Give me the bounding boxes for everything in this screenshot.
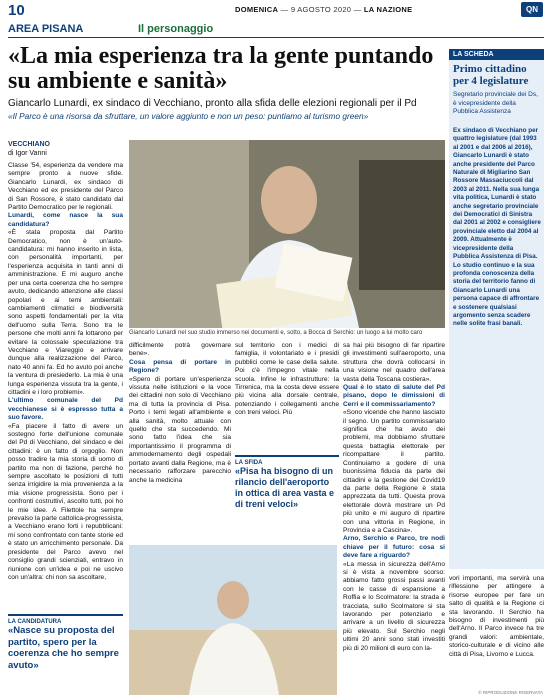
header-paper: LA NAZIONE bbox=[363, 5, 413, 14]
answer-paragraph: sul territorio con i medici di famiglia, il volontariato e i presidi pubblici come le case della salute. Poi c'è l'impegno vitale nella scuola. Infine le infrastrutture: la Tirrenica, ma la costa deve essere più vicina alla dorsale centrale, potenziando i collegamenti anche con treni veloci. Più bbox=[235, 342, 339, 417]
scheda-box bbox=[449, 49, 544, 569]
section-rubric: Il personaggio bbox=[138, 23, 214, 35]
answer-paragraph: «È stata proposta dal Partito Democratico, non è un'auto-candidatura: mi hanno inserito in lista, con personalità importanti, per l'esperienza acquisita in tanti anni di amministrazione. E mi auguro anche per una certa coerenza che ho sempre avuto, dedicando attenzione alle classi popolari e ai temi ambientali: cambiamenti climatici e biodiversità sono aspetti fondamentali per la vita dell'uomo sulla Terra. Sono tra le persone che molti anni fa lottarono per evitare la colossale speculazione tra Vecchiano e Viareggio e arrivare dunque alla realizzazione del Parco, nato 40 anni fa. Ed ho avuto poi anche la ventura di presiederlo. La mia è una lunga esperienza vissuta tra la gente, i cittadini e i loro problemi». bbox=[8, 229, 123, 396]
beach-photo bbox=[129, 545, 337, 695]
answer-paragraph: sa hai più bisogno di far ripartire gli investimenti sull'aeroporto, una struttura che dovrà collocarsi in una visione nel quadro dell'area vasta della Toscana costiera». bbox=[343, 342, 445, 383]
pull-quote-sfida bbox=[235, 455, 339, 510]
article-headline: «La mia esperienza tra la gente puntando su ambiente e sanità» bbox=[8, 43, 434, 94]
text-column-1 bbox=[8, 162, 123, 582]
scheda-title: Primo cittadino per 4 legislature bbox=[453, 63, 529, 87]
section-bar bbox=[8, 23, 544, 38]
pull-quote-text: «Pisa ha bisogno di un rilancio dell'aeroporto in ottica di area vasta e di treni veloci» bbox=[235, 466, 335, 509]
answer-paragraph: difficilmente potrà governare bene». bbox=[129, 342, 231, 358]
copyright-note: © RIPRODUZIONE RISERVATA bbox=[478, 690, 543, 695]
portrait-photo bbox=[129, 140, 445, 328]
article-subhead-quote: «Il Parco è una risorsa da sfruttare, un valore aggiunto e non un peso: puntiamo al turismo green» bbox=[8, 111, 369, 121]
photo-caption: Giancarlo Lunardi nel suo studio immerso nei documenti e, sotto, a Bocca di Serchio: un luogo a lui molto caro bbox=[129, 330, 423, 336]
answer-paragraph: «Sono vicende che hanno lasciato il segno. Un partito commissariato significa che ha avuto dei problemi, ma dobbiamo sfruttare questa battaglia elettorale per ricompattare il partito. Continuiamo a godere di una buonissima fiducia da parte dei cittadini e la gestione del Covid19 da parte della Regione è stata apprezzata da tutti. Questa prova elettorale dovrà mostrare un Pd più unito e mi auguro di ripartire con una vittoria in Regione, in Provincia e a Cascina». bbox=[343, 409, 445, 534]
qn-logo: QN bbox=[521, 2, 543, 17]
scheda-subtitle: Segretario provinciale dei Ds, è vicepresidente della Pubblica Assistenza bbox=[453, 91, 538, 115]
byline bbox=[8, 140, 123, 158]
text-column-3 bbox=[235, 342, 339, 418]
pull-quote-text: «Nasce su proposta del partito, spero per la coerenza che ho sempre avuto» bbox=[8, 625, 119, 671]
text-column-4 bbox=[343, 342, 445, 653]
byline-city: VECCHIANO bbox=[8, 141, 51, 148]
byline-author: di Igor Vanni bbox=[8, 150, 47, 157]
header-dateline: DOMENICA — 9 AGOSTO 2020 — LA NAZIONE bbox=[235, 5, 413, 14]
page-number: 10 bbox=[8, 2, 25, 19]
pull-quote-rule bbox=[8, 614, 123, 616]
question: Cosa pensa di portare in Regione? bbox=[129, 358, 231, 375]
answer-paragraph: «Fa piacere il fatto di avere un sostegno forte dell'unione comunale del Pd di Vecchiano, del sindaco e dei cittadini: è un fatto di orgoglio. Non posso tradire la mia storia di uomo di partito ma non di fazione, perché ho sempre ascoltato le posizioni di tutti senza irrigidire la mia provenienza a la mia visione progressista. Sono per i confronti costruttivi, ascolto tutti, poi ho le mie idee. A Filettole ha sempre prevalso la parte cattolica-progressista, a Vecchiano erano forti i repubblicani: mi sono confrontato con tante storie ed è stato un arricchimento personale. Da presidente del Parco avevo nel consiglio grandi scienziati, entravo in riunione con un'idea e poi ne uscivo con un'altra: chi non sa ascoltare, bbox=[8, 422, 123, 581]
answer-paragraph: «La messa in sicurezza dell'Arno si è vista a novembre scorso: abbiamo fatto grossi passi avanti con le casse di espansione a Roffia e lo Scolmatore: la strada è tracciata, sullo Scolmatore si sta lavorando per potenziarlo e arrivare a un livello di sicurezza più elevato. Sul Serchio negli ultimi 20 anni sono stati investiti più di 20 milioni di euro con la- bbox=[343, 560, 445, 652]
answer-paragraph: vori importanti, ma servirà una riflessione per attingere a risorse europee per fare un salto di qualità e la Regione ci sta lavorando. Il Serchio ha bisogno di investimenti più dell'Arno. Il Parco invece ha tre grandi valori: ambientale, storico-culturale e di vicino alle città di Pisa, Livorno e Lucca. bbox=[449, 575, 544, 658]
header-day: DOMENICA bbox=[235, 5, 279, 14]
portrait-illustration bbox=[129, 140, 445, 328]
pull-quote-label: LA SFIDA bbox=[235, 460, 263, 466]
text-column-5 bbox=[449, 575, 544, 659]
scheda-body: Ex sindaco di Vecchiano per quattro legislature (dal 1993 al 2001 e dal 2006 al 2016), Giancarlo Lunardi è stato anche presidente del Parco Naturale di Migliarino San Rossore Massaciuccoli dal 2003 al 2011. Nella sua lunga vita politica, Lunardi è stato anche segretario provinciale dei Democratici di Sinistra dal 2001 al 2002 e consigliere provinciale eletto dal 2004 al 2009. Attualmente è vicepresidente della Pubblica Assistenza di Pisa. Lo studio continuo e la sua profonda conoscenza della storia del territorio fanno di Giancarlo Lunardi una persona capace di affrontare e sostenere qualsiasi argomento senza scadere nelle solite frasi banali. bbox=[453, 127, 541, 328]
question: Lunardi, come nasce la sua candidatura? bbox=[8, 212, 123, 228]
answer-paragraph: «Spero di portare un'esperienza vissuta nelle istituzioni e la voce dei cittadini non solo di Vecchiano ma di tutta la provincia di Pisa. Porto i temi legati all'ambiente e alla sanità, molto attuale con quello che sta succedendo. Mi sono fatto l'idea che sia importantissimo il programma di ammodernamento degli ospedali portato avanti dalla Regione, ma è necessario rafforzare parecchio anche la medicina bbox=[129, 375, 231, 484]
pull-quote-rule bbox=[235, 455, 339, 457]
section-name: AREA PISANA bbox=[8, 23, 84, 35]
question: Qual è lo stato di salute del Pd pisano, dopo le dimissioni di Cerri e il commissariamento? bbox=[343, 384, 445, 408]
header-date: 9 AGOSTO 2020 bbox=[290, 5, 352, 14]
question: L'ultimo comunale del Pd vecchianese si è espresso tutta a suo favore. bbox=[8, 397, 123, 422]
scheda-tag: LA SCHEDA bbox=[449, 49, 544, 60]
intro-paragraph: Classe '54, esperienza da vendere ma sempre pronto a nuove sfide. Giancarlo Lunardi, ex sindaco di Vecchiano ed ex presidente del Parco di San Rossore, è stato candidato dal Partito Democratico per le regionali. bbox=[8, 162, 123, 212]
pull-quote-label: LA CANDIDATURA bbox=[8, 619, 62, 625]
pull-quote-candidatura bbox=[8, 614, 123, 671]
question: Arno, Serchio e Parco, tre nodi chiave per il futuro: cosa si deve fare a riguardo? bbox=[343, 535, 445, 560]
page-header bbox=[0, 0, 551, 20]
text-column-2 bbox=[129, 342, 231, 485]
article-subhead: Giancarlo Lunardi, ex sindaco di Vecchiano, pronto alla sfida delle elezioni regionali per il Pd bbox=[8, 98, 417, 109]
beach-illustration bbox=[129, 545, 337, 695]
